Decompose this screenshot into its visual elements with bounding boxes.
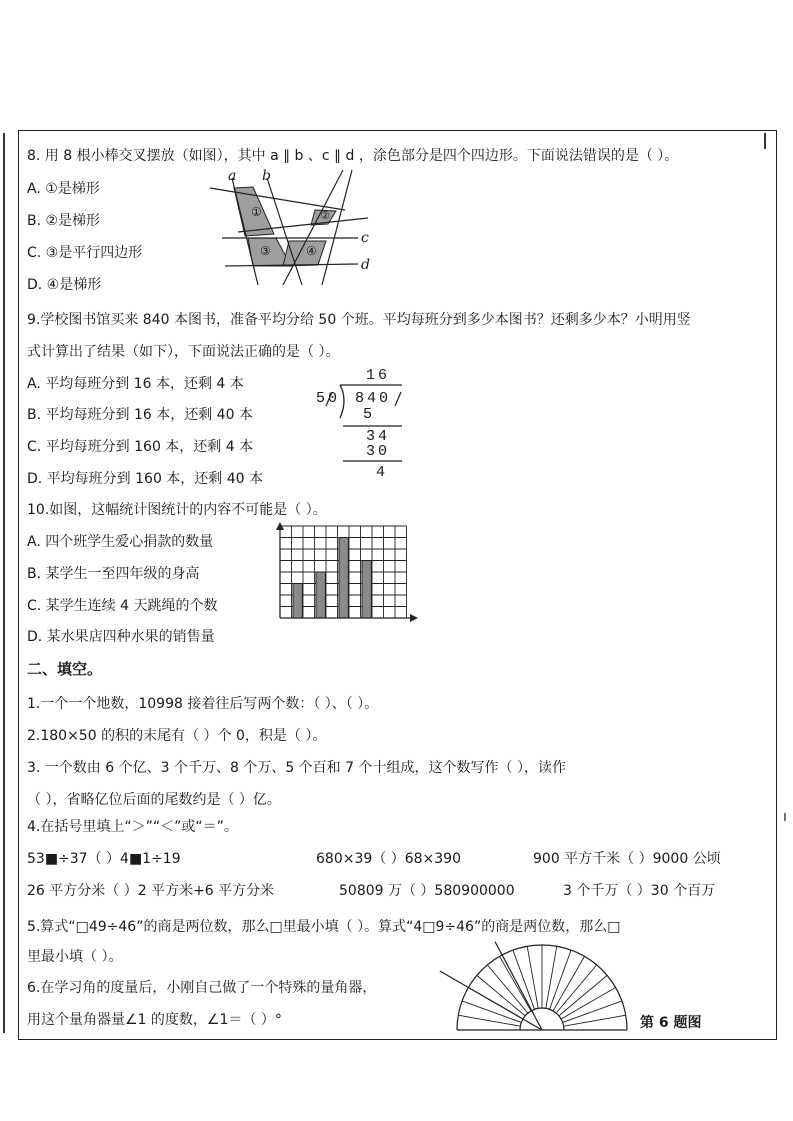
edge-mark: ı [783, 809, 787, 825]
q10-option-b[interactable]: B. 某学生一至四年级的身高 [27, 566, 200, 582]
protractor-ray [458, 1015, 520, 1026]
q9-divisor: 50 [316, 390, 341, 407]
q9-step1: 5 [363, 406, 373, 423]
q8-option-d[interactable]: D. ④是梯形 [27, 277, 102, 293]
q9-dividend: 840 [355, 390, 392, 407]
fill-q1: 1.一个一个地数，10998 接着往后写两个数：（ ）、（ ）。 [27, 696, 379, 712]
protractor-ray [546, 946, 557, 1008]
q8-region-3: ③ [260, 244, 271, 258]
protractor-ray [513, 950, 535, 1009]
q10-option-c[interactable]: C. 某学生连续 4 天跳绳的个数 [27, 598, 218, 614]
section2-title: 二、填空。 [27, 660, 103, 678]
q10-stem: 10.如图，这幅统计图统计的内容不可能是（ ）。 [27, 502, 327, 518]
fill-q4-r2c2: 50809 万（ ）580900000 [339, 883, 515, 899]
q8-option-a[interactable]: A. ①是梯形 [27, 181, 100, 197]
q9-step3: 30 [366, 443, 391, 460]
q8-label-d: d [361, 257, 370, 273]
fill-q4-r1c3: 900 平方千米（ ）9000 公顷 [533, 851, 721, 867]
fill-q2: 2.180×50 的积的末尾有（ ）个 0，积是（ ）。 [27, 728, 327, 744]
fill-q6-caption: 第 6 题图 [640, 1015, 702, 1031]
q8-label-a: a [228, 168, 237, 184]
q9-option-a[interactable]: A. 平均每班分到 16 本，还剩 4 本 [27, 376, 244, 392]
fill-q4-r2c1: 26 平方分米（ ）2 平方米+6 平方分米 [27, 883, 275, 899]
q9-remainder: 4 [376, 464, 386, 481]
fill-q3-line1: 3. 一个数由 6 个亿、3 个千万、8 个万、5 个百和 7 个十组成，这个数写作（ ），读作 [27, 760, 566, 776]
q10-option-a[interactable]: A. 四个班学生爱心捐款的数量 [27, 534, 214, 550]
fill-q4-r1c1: 53■÷37（ ）4■1÷19 [27, 851, 181, 867]
fill-q6-line2: 用这个量角器量∠1 的度数，∠1＝（ ）° [27, 1012, 282, 1028]
q9-step2: 34 [366, 428, 391, 445]
q9-option-c[interactable]: C. 平均每班分到 160 本，还剩 4 本 [27, 439, 254, 455]
protractor-ray [564, 1015, 626, 1026]
fill-q4-r1c2: 680×39（ ）68×390 [316, 851, 461, 867]
fill-q5-line1: 5.算式“□49÷46”的商是两位数，那么□里最小填（ ）。算式“4□9÷46”的商是两位数，那么□ [27, 919, 621, 935]
fill-q4-title: 4.在括号里填上“＞”“＜”或“＝”。 [27, 819, 238, 835]
q8-label-c: c [361, 230, 369, 246]
q9-stem-line2: 式计算出了结果（如下），下面说法正确的是（ ）。 [27, 344, 340, 360]
q8-option-c[interactable]: C. ③是平行四边形 [27, 245, 143, 261]
protractor-ray [563, 1001, 622, 1023]
q8-region-1: ① [251, 205, 262, 219]
protractor-ray [527, 946, 538, 1008]
q8-region-4: ④ [306, 244, 317, 258]
q10-option-d[interactable]: D. 某水果店四种水果的销售量 [27, 629, 215, 645]
protractor-ray [561, 988, 616, 1020]
q9-option-b[interactable]: B. 平均每班分到 16 本，还剩 40 本 [27, 407, 253, 423]
protractor-ray [550, 950, 572, 1009]
fill-q3-line2: （ ），省略亿位后面的尾数约是（ ）亿。 [27, 792, 281, 808]
q8-region-2: ② [320, 209, 330, 222]
q8-stem: 8. 用 8 根小棒交叉摆放（如图），其中 a ∥ b 、c ∥ d ，涂色部分是四个四边形。下面说法错误的是（ ）。 [27, 148, 679, 164]
q8-option-b[interactable]: B. ②是梯形 [27, 213, 101, 229]
protractor-ray [553, 956, 585, 1011]
fill-q4-r2c3: 3 个千万（ ）30 个百万 [563, 883, 716, 899]
q9-stem-line1: 9.学校图书馆买来 840 本图书，准备平均分给 50 个班。平均每班分到多少本图书？还剩多少本？小明用竖 [27, 312, 691, 328]
protractor-ray [500, 956, 532, 1011]
q9-option-d[interactable]: D. 平均每班分到 160 本，还剩 40 本 [27, 471, 264, 487]
protractor-ray [462, 1001, 521, 1023]
q9-quotient: 16 [366, 367, 391, 384]
fill-q6-line1: 6.在学习角的度量后，小刚自己做了一个特殊的量角器， [27, 980, 377, 996]
fill-q5-line2: 里最小填（ ）。 [27, 949, 123, 965]
q8-label-b: b [262, 168, 271, 184]
